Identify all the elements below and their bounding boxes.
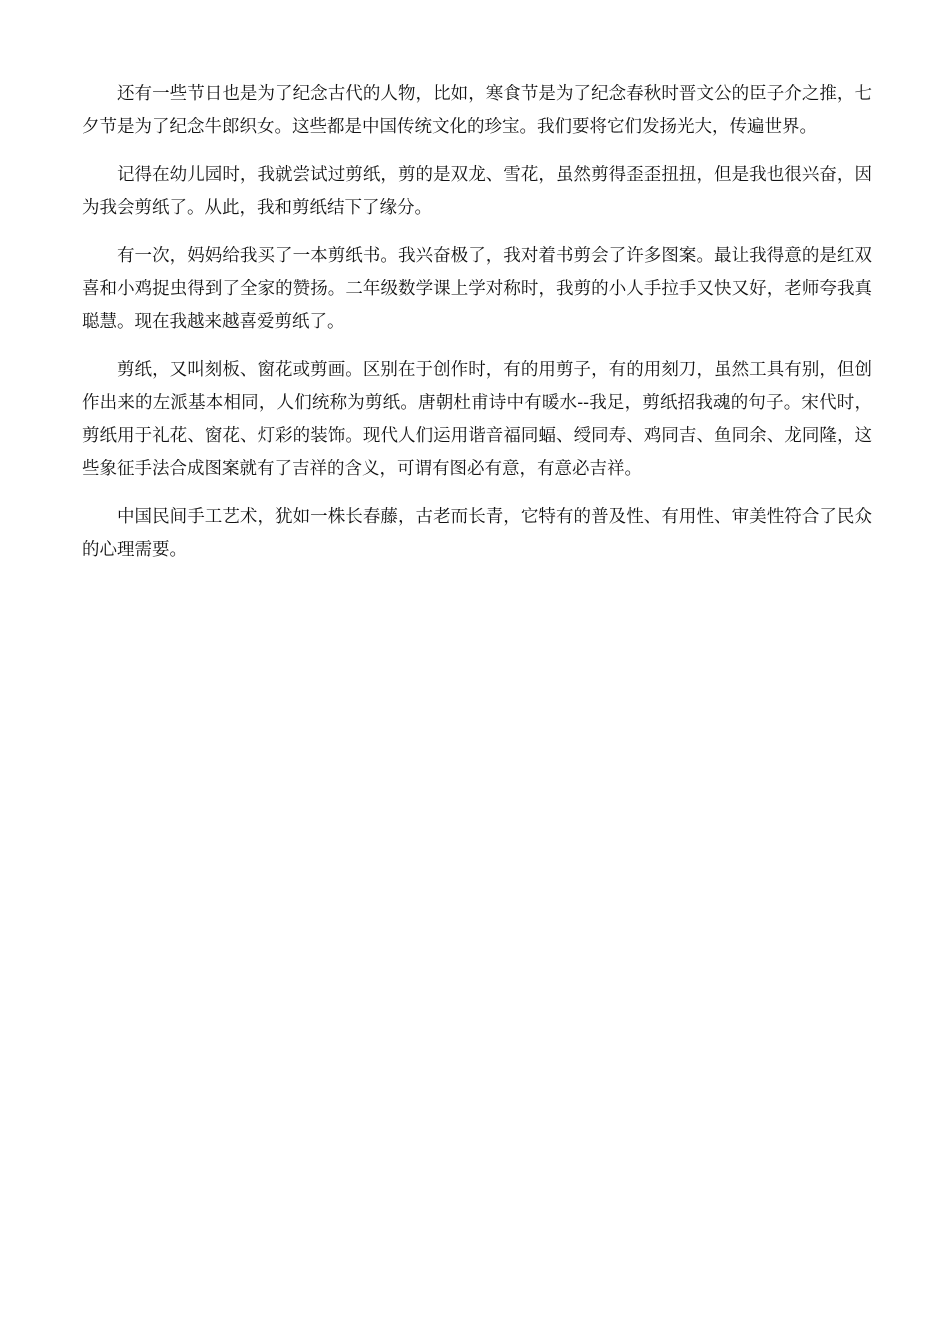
paragraph-folk-art: 中国民间手工艺术，犹如一株长春藤，古老而长青，它特有的普及性、有用性、审美性符合了民众的心理需要。 — [82, 507, 872, 560]
document-body — [82, 78, 872, 582]
paragraph-festivals: 还有一些节日也是为了纪念古代的人物，比如，寒食节是为了纪念春秋时晋文公的臣子介之推，七夕节是为了纪念牛郎织女。这些都是中国传统文化的珍宝。我们要将它们发扬光大，传遍世界。 — [82, 84, 872, 137]
paragraph-paper-cutting-book: 有一次，妈妈给我买了一本剪纸书。我兴奋极了，我对着书剪会了许多图案。最让我得意的是红双喜和小鸡捉虫得到了全家的赞扬。二年级数学课上学对称时，我剪的小人手拉手又快又好，老师夸我真聪慧。现在我越来越喜爱剪纸了。 — [82, 246, 872, 332]
paragraph-kindergarten: 记得在幼儿园时，我就尝试过剪纸，剪的是双龙、雪花，虽然剪得歪歪扭扭，但是我也很兴奋，因为我会剪纸了。从此，我和剪纸结下了缘分。 — [82, 165, 872, 218]
paragraph-paper-cutting-history: 剪纸，又叫刻板、窗花或剪画。区别在于创作时，有的用剪子，有的用刻刀，虽然工具有别，但创作出来的左派基本相同，人们统称为剪纸。唐朝杜甫诗中有暖水--我足，剪纸招我魂的句子。宋代时，剪纸用于礼花、窗花、灯彩的装饰。现代人们运用谐音福同蝠、绶同寿、鸡同吉、鱼同余、龙同隆，这些象征手法合成图案就有了吉祥的含义，可谓有图必有意，有意必吉祥。 — [82, 360, 872, 479]
